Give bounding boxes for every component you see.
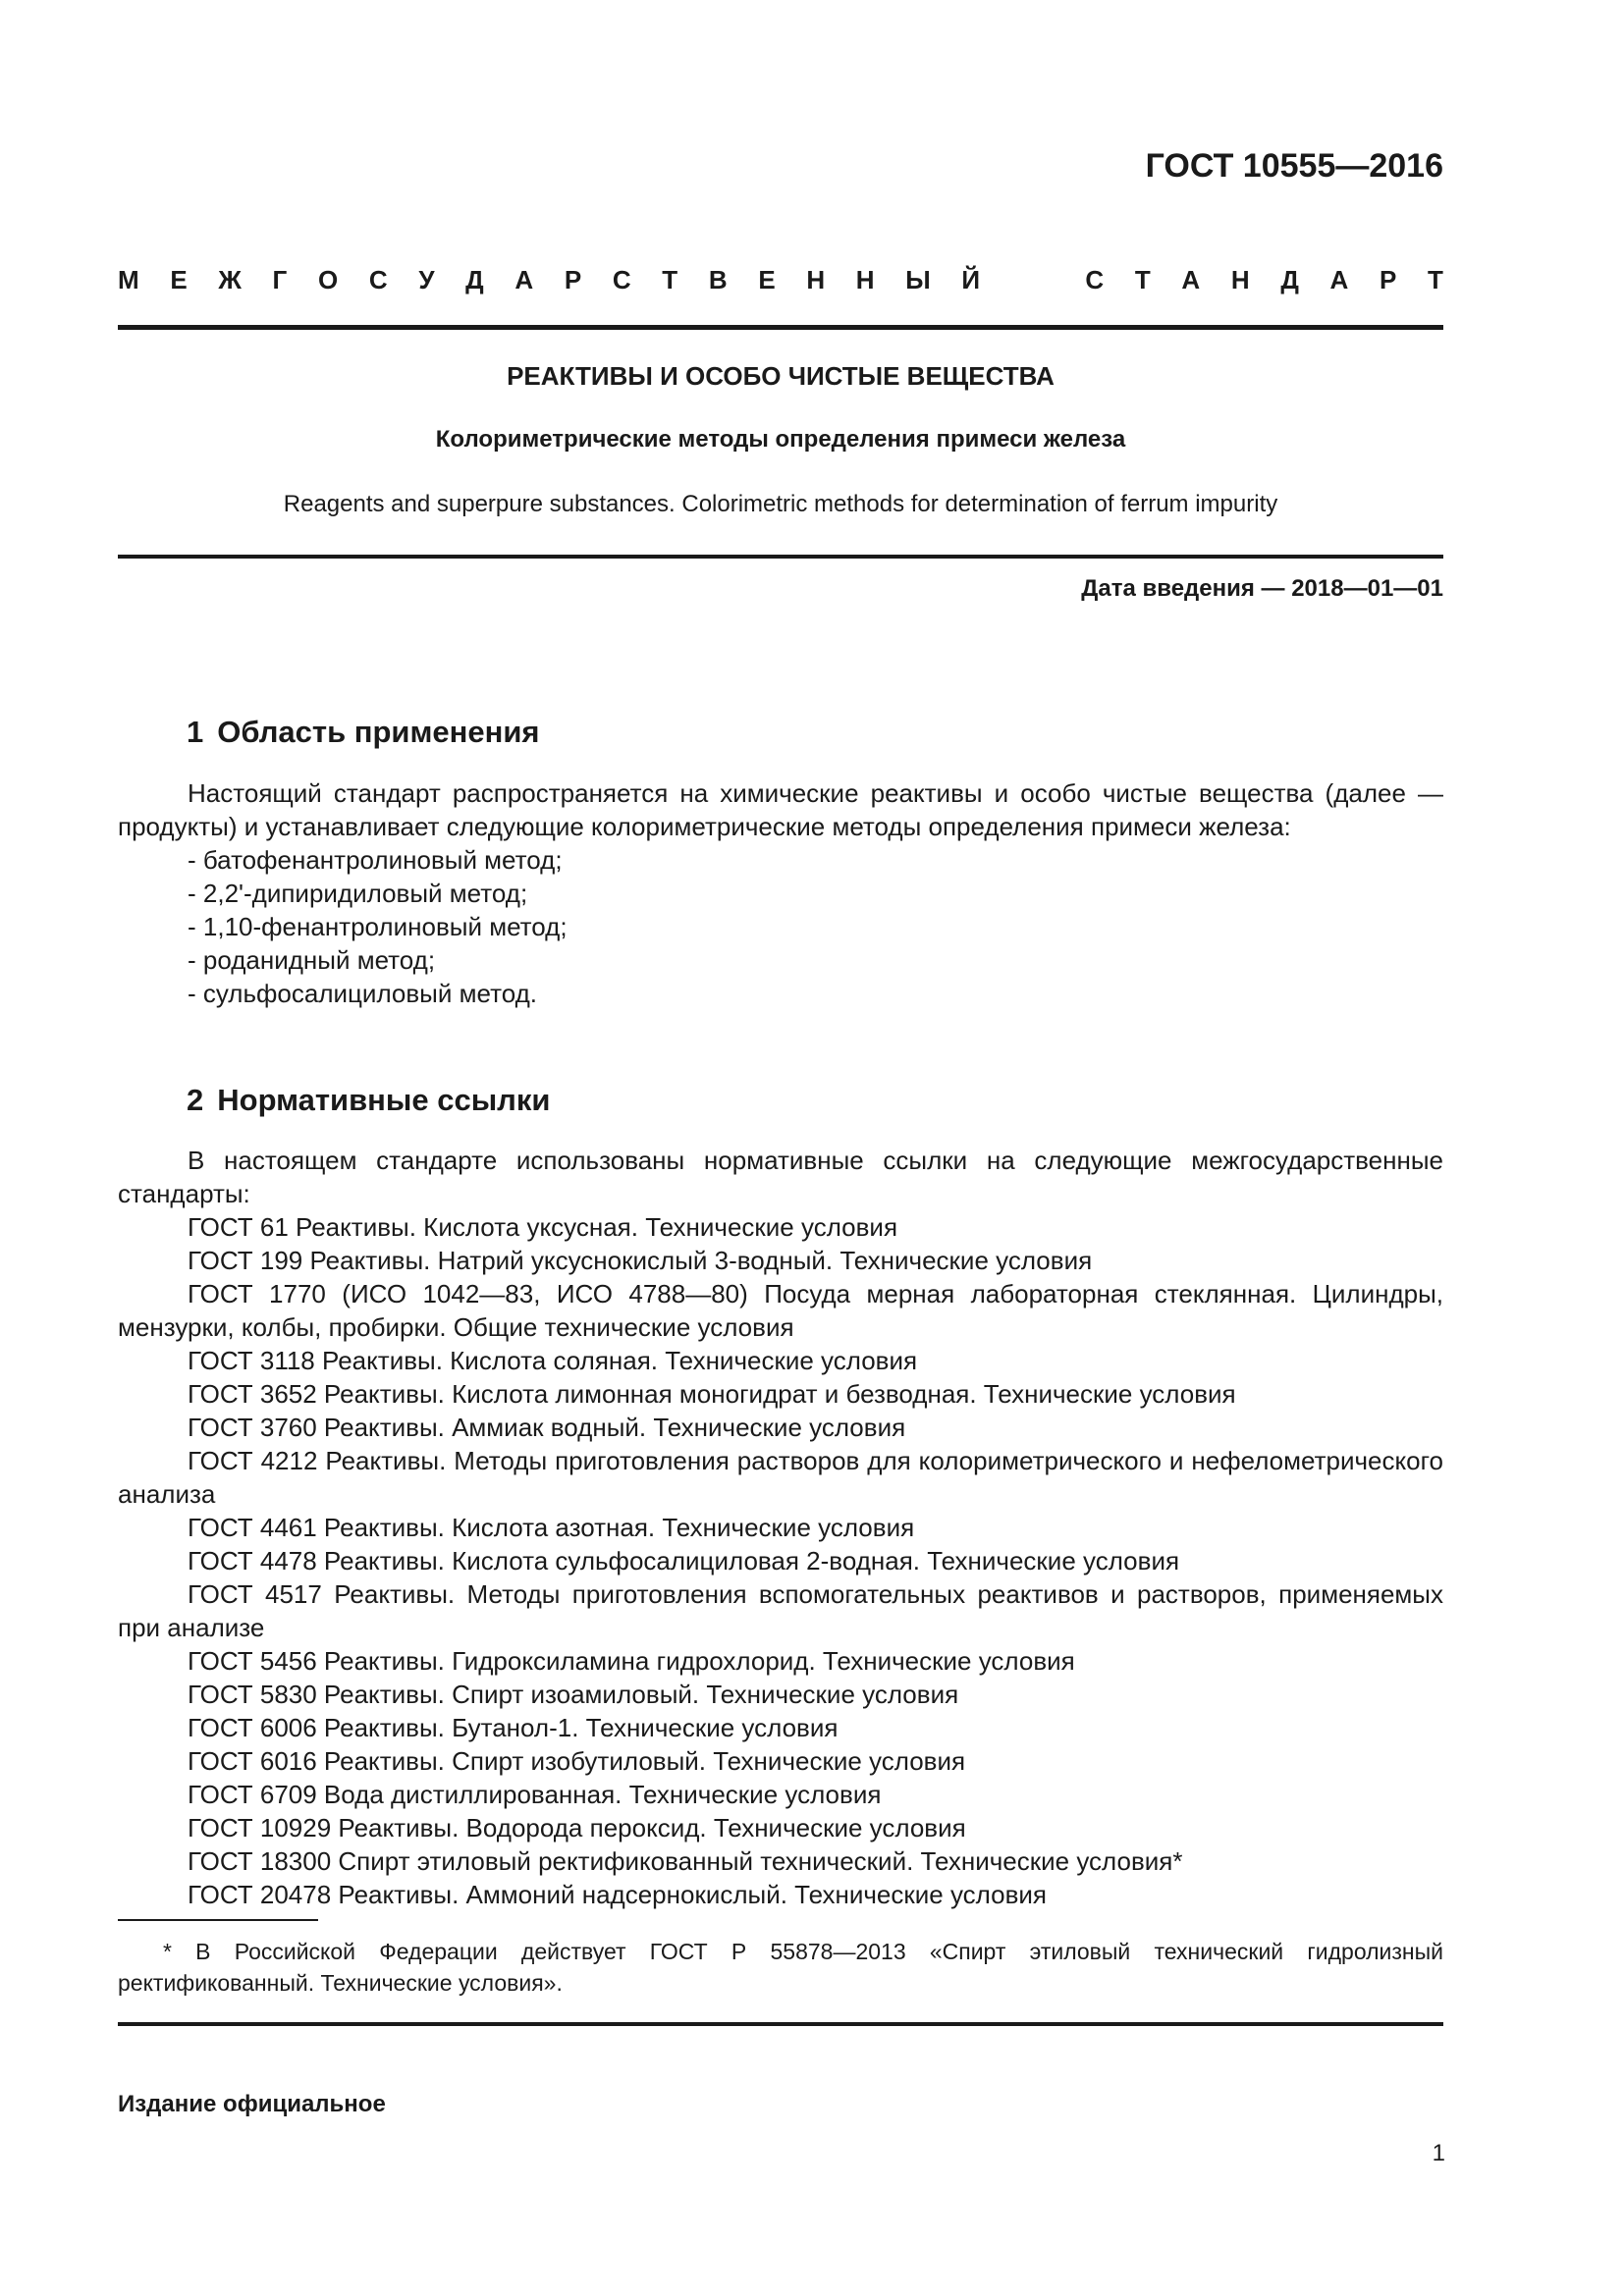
document-subtitle: Колориметрические методы определения примеси железа	[435, 426, 1126, 453]
banner-letter: Н	[1230, 265, 1250, 294]
reference-item: ГОСТ 10929 Реактивы. Водорода пероксид. Технические условия	[188, 1813, 966, 1842]
reference-item: ГОСТ 5456 Реактивы. Гидроксиламина гидрохлорид. Технические условия	[188, 1646, 1075, 1676]
section-title: Область применения	[217, 715, 540, 749]
banner-letter: А	[1329, 265, 1349, 294]
method-item: - 2,2'-дипиридиловый метод;	[188, 879, 528, 908]
document-code: ГОСТ 10555—2016	[1145, 147, 1443, 185]
reference-item: ГОСТ 20478 Реактивы. Аммоний надсернокислый. Технические условия	[188, 1880, 1048, 1909]
banner-letter: А	[514, 265, 534, 294]
banner-letter: Й	[961, 265, 981, 294]
english-title: Reagents and superpure substances. Colorimetric methods for determination of ferrum impurity	[283, 491, 1278, 517]
banner-letter: Е	[170, 265, 188, 294]
banner-letter: Р	[564, 265, 582, 294]
banner-letter: А	[1181, 265, 1201, 294]
footnote-separator	[118, 1919, 318, 1921]
method-item: - роданидный метод;	[188, 945, 436, 975]
section-2-intro: В настоящем стандарте использованы нормативные ссылки на следующие межгосударственные стандарты:	[118, 1146, 1443, 1208]
reference-item: ГОСТ 4212 Реактивы. Методы приготовления растворов для колориметрического и нефелометрического анализа	[118, 1446, 1443, 1509]
page-number: 1	[1432, 2140, 1445, 2166]
banner-letter: Ы	[905, 265, 931, 294]
reference-item: ГОСТ 199 Реактивы. Натрий уксуснокислый 3-водный. Технические условия	[188, 1246, 1093, 1275]
title-rule	[118, 555, 1443, 559]
document-title: РЕАКТИВЫ И ОСОБО ЧИСТЫЕ ВЕЩЕСТВА	[507, 361, 1055, 391]
interstate-standard-banner	[118, 265, 1443, 295]
banner-gap	[1011, 265, 1055, 295]
banner-letter: Д	[465, 265, 484, 294]
banner-letter: Т	[1428, 265, 1443, 294]
section-number: 2	[187, 1083, 204, 1117]
banner-letter: Ж	[218, 265, 242, 294]
reference-item: ГОСТ 3652 Реактивы. Кислота лимонная моногидрат и безводная. Технические условия	[188, 1379, 1236, 1409]
reference-item: ГОСТ 4461 Реактивы. Кислота азотная. Технические условия	[188, 1513, 915, 1542]
banner-letter: О	[317, 265, 339, 294]
section-2-body	[118, 1144, 1443, 1911]
reference-item: ГОСТ 4478 Реактивы. Кислота сульфосалициловая 2-водная. Технические условия	[188, 1546, 1180, 1575]
banner-letter: М	[118, 265, 139, 294]
banner-letter: Р	[1379, 265, 1397, 294]
reference-item: ГОСТ 1770 (ИСО 1042—83, ИСО 4788—80) Посуда мерная лабораторная стеклянная. Цилиндры, мензурки, колбы, пробирки. Общие технические условия	[118, 1279, 1443, 1342]
reference-item: ГОСТ 6006 Реактивы. Бутанол-1. Технические условия	[188, 1713, 839, 1742]
section-title: Нормативные ссылки	[217, 1083, 551, 1117]
banner-letter: У	[418, 265, 435, 294]
reference-item: ГОСТ 5830 Реактивы. Спирт изоамиловый. Технические условия	[188, 1680, 959, 1709]
banner-letter: Н	[806, 265, 826, 294]
footer-rule	[118, 2022, 1443, 2026]
banner-letter: В	[708, 265, 728, 294]
banner-letter: Г	[272, 265, 288, 294]
section-1-heading	[187, 715, 540, 750]
reference-item: ГОСТ 6016 Реактивы. Спирт изобутиловый. Технические условия	[188, 1746, 966, 1776]
banner-letter: Д	[1280, 265, 1299, 294]
banner-letter: Т	[662, 265, 678, 294]
header-rule	[118, 325, 1443, 330]
reference-item: ГОСТ 3118 Реактивы. Кислота соляная. Технические условия	[188, 1346, 918, 1375]
banner-letter: С	[612, 265, 631, 294]
banner-letter: Н	[855, 265, 875, 294]
section-2-heading	[187, 1083, 550, 1118]
banner-letter: С	[1085, 265, 1105, 294]
footnote: * В Российской Федерации действует ГОСТ Р 55878—2013 «Спирт этиловый технический гидролизный ректификованный. Технические условия».	[118, 1939, 1443, 1996]
section-1-body	[118, 776, 1443, 1010]
reference-item: ГОСТ 6709 Вода дистиллированная. Технические условия	[188, 1780, 882, 1809]
method-item: - батофенантролиновый метод;	[188, 845, 563, 875]
reference-item: ГОСТ 3760 Реактивы. Аммиак водный. Технические условия	[188, 1413, 906, 1442]
method-item: - 1,10-фенантролиновый метод;	[188, 912, 568, 941]
reference-item: ГОСТ 4517 Реактивы. Методы приготовления вспомогательных реактивов и растворов, применяемых при анализе	[118, 1579, 1443, 1642]
introduction-date: Дата введения — 2018—01—01	[1081, 575, 1443, 602]
method-item: - сульфосалициловый метод.	[188, 979, 537, 1008]
banner-letter: С	[368, 265, 388, 294]
section-number: 1	[187, 715, 204, 749]
section-1-intro: Настоящий стандарт распространяется на химические реактивы и особо чистые вещества (далее — продукты) и устанавливает следующие колориметрические методы определения примеси железа:	[118, 778, 1443, 841]
banner-letter: Т	[1134, 265, 1151, 294]
reference-item: ГОСТ 18300 Спирт этиловый ректификованный технический. Технические условия*	[188, 1846, 1183, 1876]
reference-item: ГОСТ 61 Реактивы. Кислота уксусная. Технические условия	[188, 1212, 898, 1242]
banner-letter: Е	[758, 265, 776, 294]
official-edition-label: Издание официальное	[118, 2091, 386, 2117]
